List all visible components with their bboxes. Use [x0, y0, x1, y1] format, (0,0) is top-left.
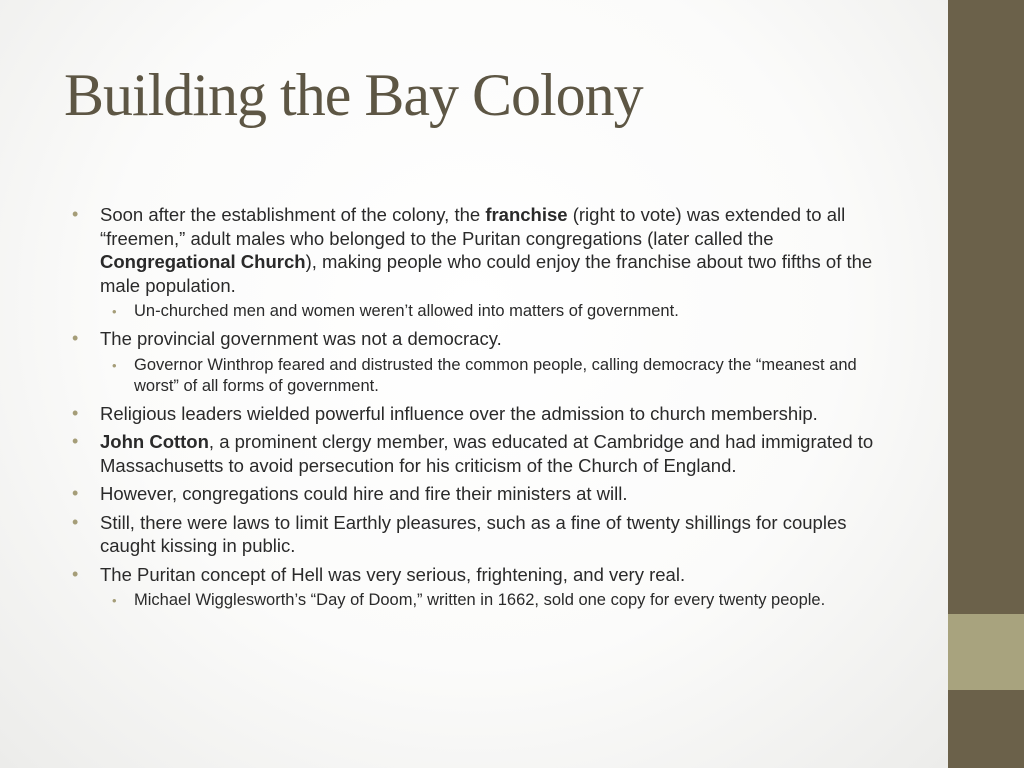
- sub-bullet-text: Governor Winthrop feared and distrusted the common people, calling democracy the “meanest and worst” of all forms of government.: [134, 355, 857, 395]
- bullet-text: However, congregations could hire and fire their ministers at will.: [100, 483, 628, 504]
- sub-bullet-list: [100, 301, 896, 322]
- sub-bullet-list: [100, 355, 896, 397]
- sub-bullet-item: [100, 301, 896, 322]
- sub-bullet-item: [100, 590, 896, 611]
- bullet-icon: •: [72, 204, 79, 224]
- bullet-icon: •: [72, 431, 79, 451]
- bullet-icon: •: [72, 483, 79, 503]
- bullet-icon: •: [72, 511, 79, 532]
- bullet-item-franchise: [72, 203, 896, 322]
- side-bar-accent-block: [948, 614, 1024, 690]
- slide-content: [72, 203, 896, 616]
- bullet-text: John Cotton, a prominent clergy member, was educated at Cambridge and had immigrated to Massachusetts to avoid persecution for his criticism of the Church of England.: [100, 431, 874, 476]
- sub-bullet-icon: •: [112, 304, 117, 319]
- bullet-icon: •: [72, 563, 79, 584]
- bullet-text: Religious leaders wielded powerful influence over the admission to church membership.: [100, 402, 818, 424]
- bullet-icon: •: [72, 328, 79, 348]
- sub-bullet-text: Michael Wigglesworth’s “Day of Doom,” written in 1662, sold one copy for every twenty people.: [134, 591, 826, 609]
- bullet-item-congregations: [72, 482, 896, 506]
- bullet-text: Soon after the establishment of the colony, the franchise (right to vote) was extended to all “freemen,” adult males who belonged to the Puritan congregations (later called the Congregational Church), making people who could enjoy the franchise about two fifths of the male population.: [100, 204, 873, 296]
- bullet-list: [72, 203, 896, 611]
- bullet-item-hell: [72, 563, 896, 612]
- bullet-text: The Puritan concept of Hell was very serious, frightening, and very real.: [100, 563, 686, 585]
- bullet-text: Still, there were laws to limit Earthly pleasures, such as a fine of twenty shillings for couples caught kissing in public.: [100, 511, 847, 556]
- bullet-item-laws: [72, 511, 896, 558]
- slide-title: Building the Bay Colony: [64, 62, 643, 128]
- sub-bullet-item: [100, 355, 896, 397]
- bullet-item-democracy: [72, 327, 896, 397]
- bullet-icon: •: [72, 402, 79, 423]
- sub-bullet-text: Un-churched men and women weren’t allowed into matters of government.: [134, 302, 679, 320]
- sub-bullet-icon: •: [112, 593, 117, 608]
- bullet-item-religious-leaders: [72, 402, 896, 426]
- sub-bullet-list: [100, 590, 896, 611]
- bullet-item-john-cotton: [72, 430, 896, 477]
- bullet-text: The provincial government was not a democracy.: [100, 328, 502, 349]
- sub-bullet-icon: •: [112, 357, 117, 373]
